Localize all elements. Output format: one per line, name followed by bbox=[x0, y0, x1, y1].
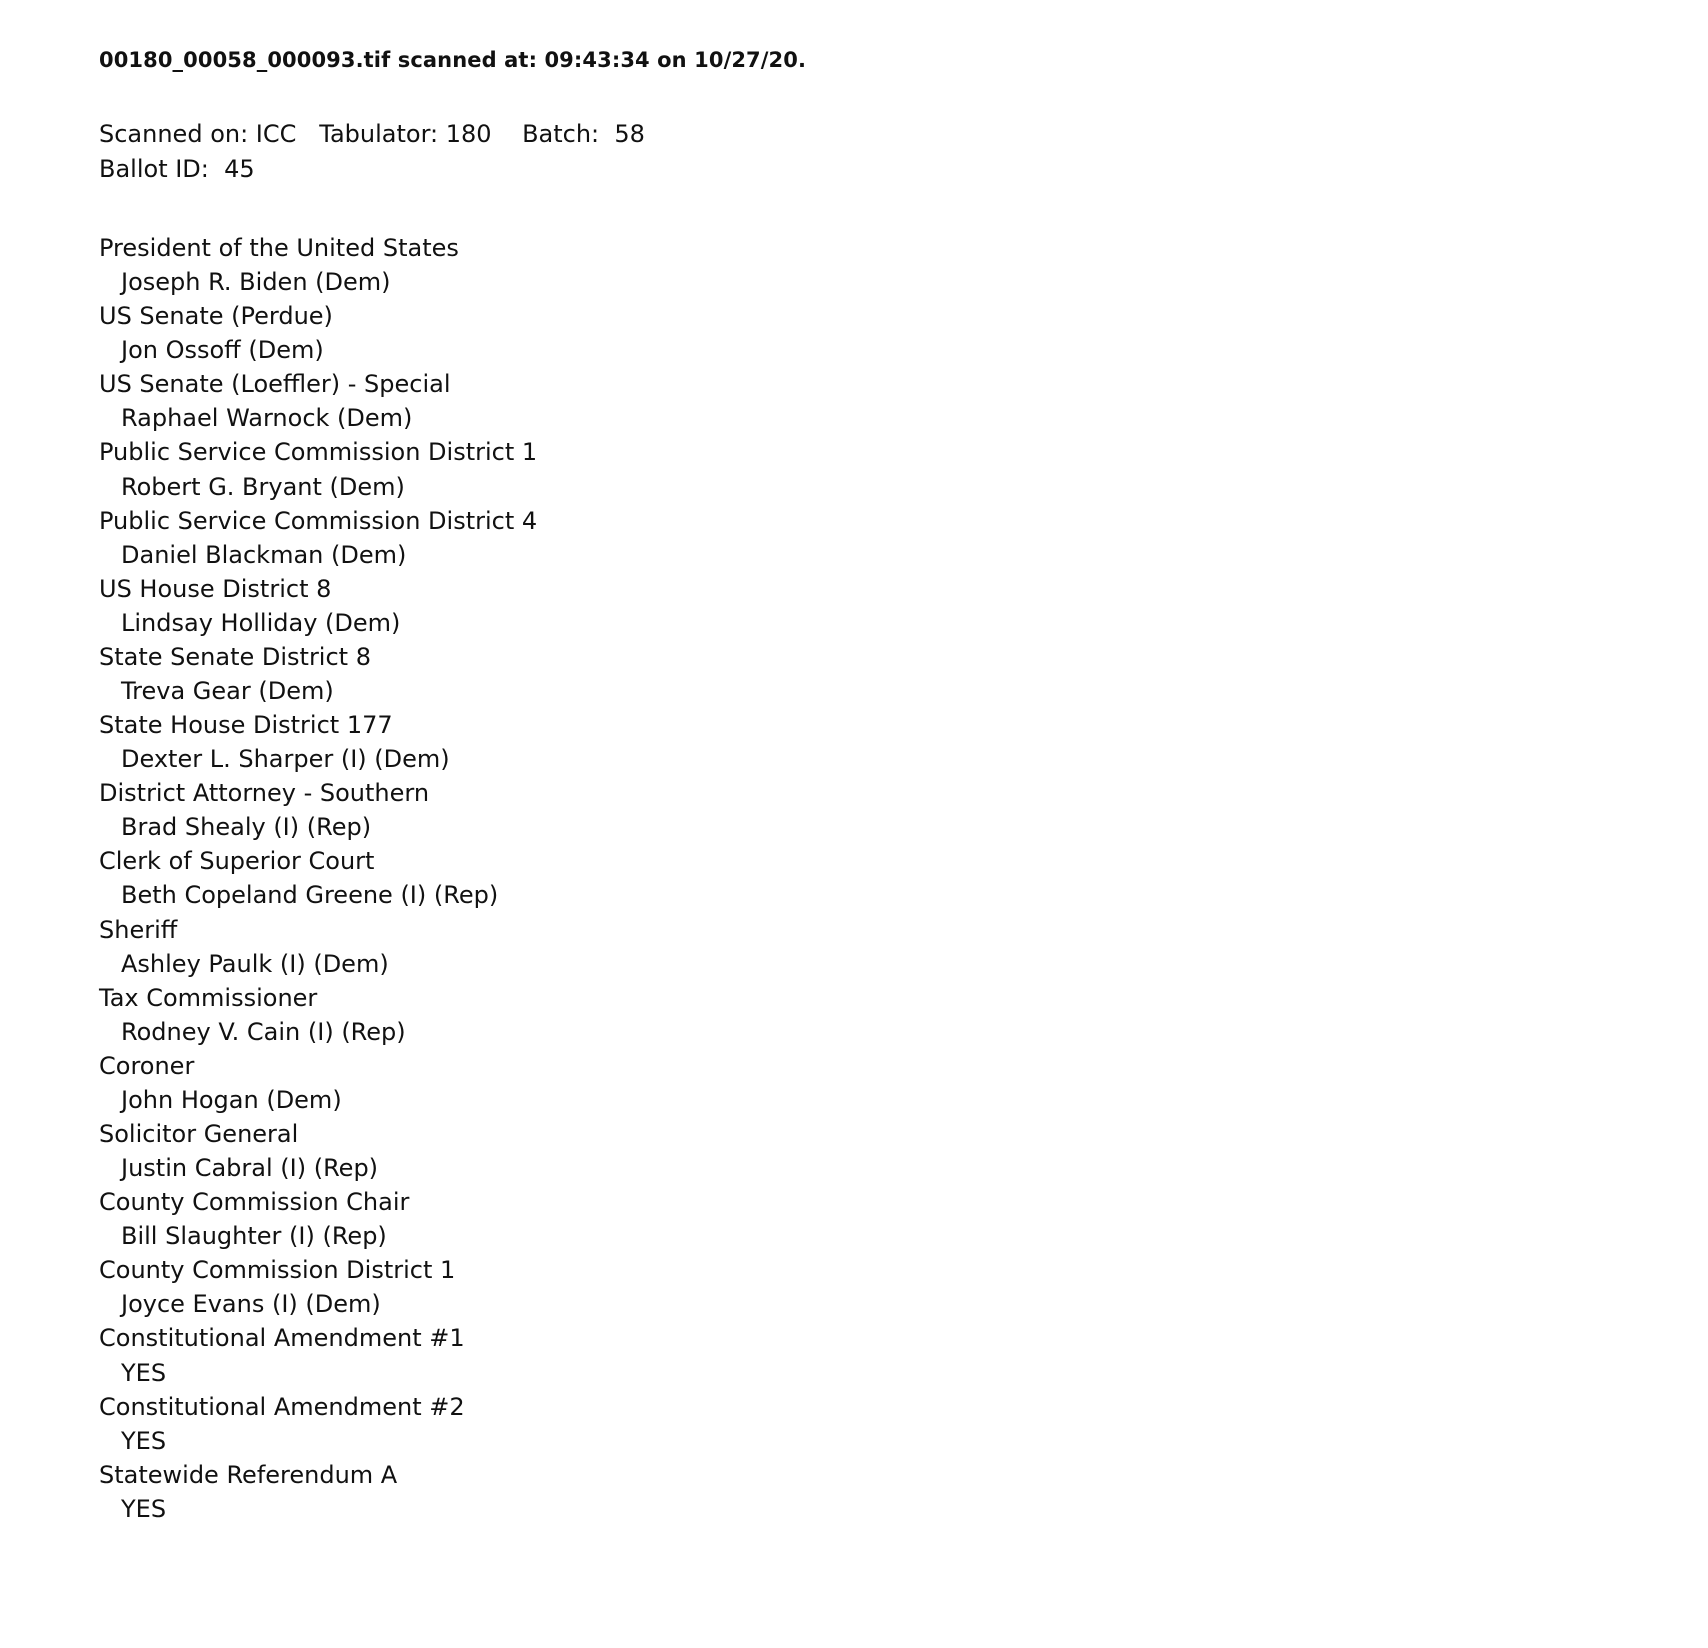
contest-entry bbox=[99, 1390, 1708, 1458]
contest-title: US Senate (Perdue) bbox=[99, 302, 333, 331]
contest-choice: Treva Gear (Dem) bbox=[121, 677, 334, 705]
contest-list bbox=[99, 231, 1708, 1526]
contest-entry bbox=[99, 981, 1708, 1049]
contest-choice: Justin Cabral (I) (Rep) bbox=[121, 1154, 379, 1183]
contest-title: Statewide Referendum A bbox=[99, 1460, 398, 1489]
contest-entry bbox=[99, 776, 1708, 844]
contest-choice: Rodney V. Cain (I) (Rep) bbox=[121, 1017, 406, 1046]
contest-title: Public Service Commission District 4 bbox=[99, 506, 538, 535]
contest-entry bbox=[99, 708, 1708, 776]
contest-title: Constitutional Amendment #1 bbox=[99, 1324, 465, 1353]
contest-title: President of the United States bbox=[99, 233, 459, 262]
contest-title: Sheriff bbox=[99, 915, 178, 944]
contest-choice: Daniel Blackman (Dem) bbox=[121, 540, 407, 569]
scan-file-header: 00180_00058_000093.tif scanned at: 09:43:34 on 10/27/20. bbox=[99, 48, 807, 72]
contest-choice: YES bbox=[121, 1494, 167, 1523]
ballot-metadata bbox=[99, 117, 1708, 187]
contest-entry bbox=[99, 1185, 1708, 1253]
contest-choice: Ashley Paulk (I) (Dem) bbox=[121, 949, 389, 978]
contest-choice: Brad Shealy (I) (Rep) bbox=[121, 813, 372, 842]
ballot-id-line: Ballot ID: 45 bbox=[99, 155, 255, 184]
contest-entry bbox=[99, 1253, 1708, 1321]
contest-choice: Lindsay Holliday (Dem) bbox=[121, 608, 401, 637]
contest-entry bbox=[99, 435, 1708, 503]
contest-choice: Robert G. Bryant (Dem) bbox=[121, 472, 405, 501]
contest-title: Coroner bbox=[99, 1051, 195, 1080]
contest-title: District Attorney - Southern bbox=[99, 779, 430, 808]
contest-choice: John Hogan (Dem) bbox=[121, 1085, 342, 1114]
contest-entry bbox=[99, 299, 1708, 367]
contest-title: Solicitor General bbox=[99, 1120, 299, 1149]
contest-choice: Dexter L. Sharper (I) (Dem) bbox=[121, 745, 450, 774]
contest-choice: Beth Copeland Greene (I) (Rep) bbox=[121, 881, 499, 910]
contest-title: Tax Commissioner bbox=[99, 983, 318, 1012]
contest-entry bbox=[99, 640, 1708, 708]
contest-choice: YES bbox=[121, 1358, 167, 1387]
contest-title: US House District 8 bbox=[99, 574, 332, 603]
contest-entry bbox=[99, 1321, 1708, 1389]
contest-entry bbox=[99, 1049, 1708, 1117]
contest-entry bbox=[99, 504, 1708, 572]
contest-title: County Commission Chair bbox=[99, 1188, 410, 1217]
contest-entry bbox=[99, 1458, 1708, 1526]
contest-title: State Senate District 8 bbox=[99, 642, 371, 671]
contest-entry bbox=[99, 913, 1708, 981]
contest-title: Public Service Commission District 1 bbox=[99, 438, 538, 467]
contest-title: State House District 177 bbox=[99, 711, 393, 740]
contest-choice: Bill Slaughter (I) (Rep) bbox=[121, 1222, 387, 1251]
contest-title: Constitutional Amendment #2 bbox=[99, 1392, 465, 1421]
contest-entry bbox=[99, 231, 1708, 299]
scanned-on-line: Scanned on: ICC Tabulator: 180 Batch: 58 bbox=[99, 120, 645, 149]
contest-choice: Jon Ossoff (Dem) bbox=[121, 336, 324, 365]
contest-entry bbox=[99, 844, 1708, 912]
contest-choice: YES bbox=[121, 1426, 167, 1455]
contest-title: Clerk of Superior Court bbox=[99, 847, 375, 876]
contest-title: County Commission District 1 bbox=[99, 1256, 456, 1285]
contest-title: US Senate (Loeffler) - Special bbox=[99, 370, 451, 399]
contest-choice: Joseph R. Biden (Dem) bbox=[121, 268, 391, 297]
contest-entry bbox=[99, 1117, 1708, 1185]
contest-entry bbox=[99, 367, 1708, 435]
contest-choice: Raphael Warnock (Dem) bbox=[121, 404, 413, 433]
contest-entry bbox=[99, 572, 1708, 640]
contest-choice: Joyce Evans (I) (Dem) bbox=[121, 1290, 381, 1319]
